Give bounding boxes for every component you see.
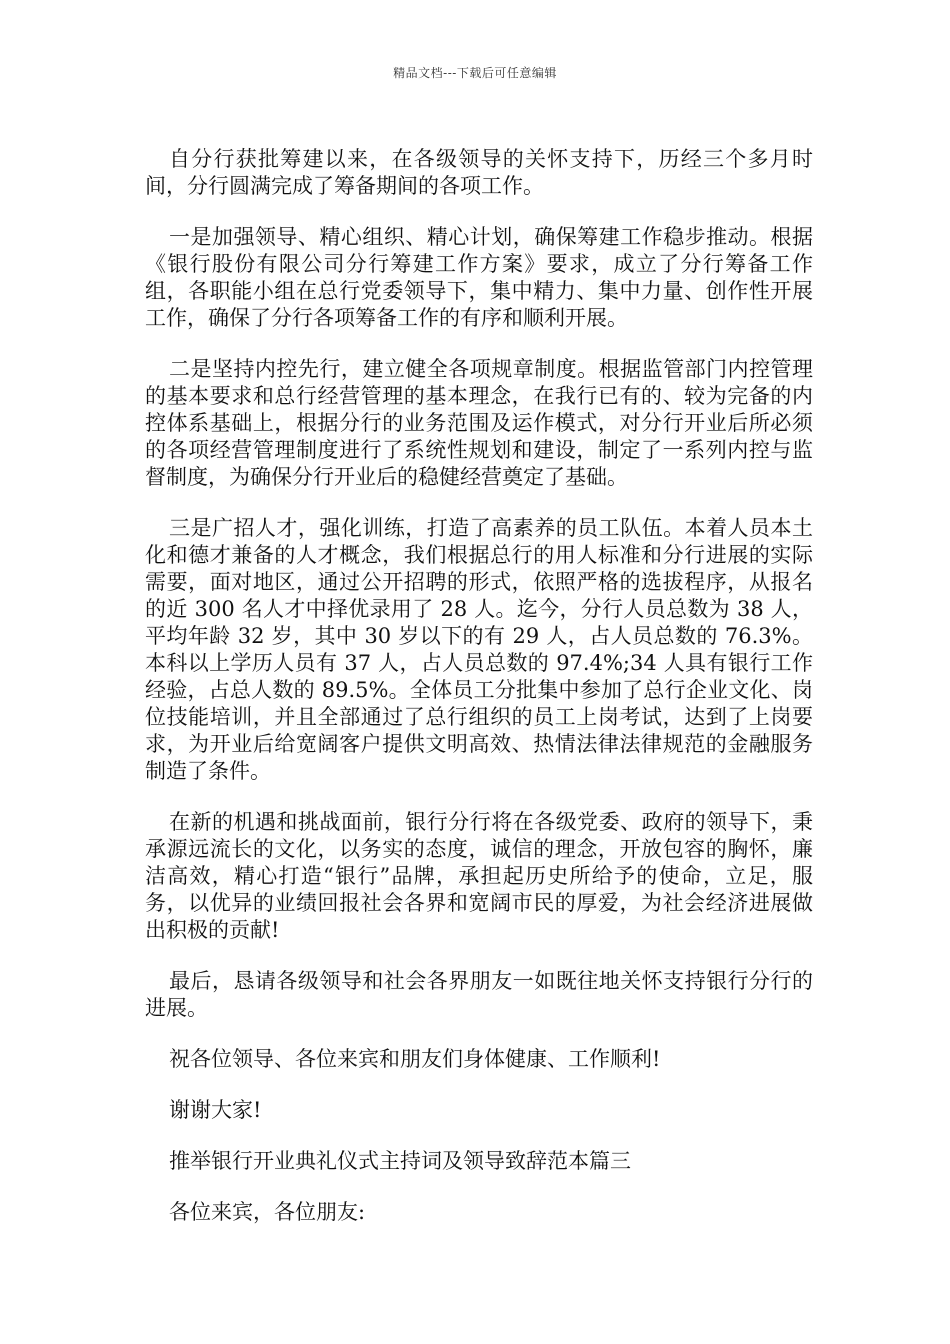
- paragraph-greeting: 各位来宾，各位朋友:: [169, 1200, 366, 1224]
- paragraph-wishes: 祝各位领导、各位来宾和朋友们身体健康、工作顺利!: [169, 1047, 661, 1071]
- paragraph-thanks: 谢谢大家!: [169, 1098, 262, 1122]
- paragraph-leadership: 一是加强领导、精心组织、精心计划，确保筹建工作稳步推动。根据《银行股份有限公司分行筹建工作方案》要求，成立了分行筹备工作组，各职能小组在总行党委领导下，集中精力、集中力量、创作性开展工作，确保了分行各项筹备工作的有序和顺利开展。: [145, 225, 813, 330]
- section-title: 推举银行开业典礼仪式主持词及领导致辞范本篇三: [169, 1149, 631, 1173]
- paragraph-closing-request: 最后，恳请各级领导和社会各界朋友一如既往地关怀支持银行分行的进展。: [145, 969, 813, 1020]
- paragraph-outlook: 在新的机遇和挑战面前，银行分行将在各级党委、政府的领导下，秉承源远流长的文化，以务实的态度，诚信的理念，开放包容的胸怀，廉洁高效，精心打造“银行”品牌，承担起历史所给予的使命，立足，服务，以优异的业绩回报社会各界和宽阔市民的厚爱，为社会经济进展做出积极的贡献!: [145, 810, 813, 942]
- page-header: 精品文档---下载后可任意编辑: [393, 66, 557, 80]
- paragraph-talent: 三是广招人才，强化训练，打造了高素养的员工队伍。本着人员本土化和德才兼备的人才概念，我们根据总行的用人标准和分行进展的实际需要，面对地区，通过公开招聘的形式，依照严格的选拔程序，从报名的近 300 名人才中择优录用了 28 人。迄今，分行人员总数为 38 人，平均年龄 32 岁，其中 30 岁以下的有 29 人，占人员总数的 76.3%。本科以上学历人员有 37 人，占人员总数的 97.4%;34 人具有银行工作经验，占总人数的 89.5%。全体员工分批集中参加了总行企业文化、岗位技能培训，并且全部通过了总行组织的员工上岗考试，达到了上岗要求，为开业后给宽阔客户提供文明高效、热情法律法律规范的金融服务制造了条件。: [145, 516, 813, 783]
- paragraph-internal-control: 二是坚持内控先行，建立健全各项规章制度。根据监管部门内控管理的基本要求和总行经营管理的基本理念，在我行已有的、较为完备的内控体系基础上，根据分行的业务范围及运作模式，对分行开业后所必须的各项经营管理制度进行了系统性规划和建设，制定了一系列内控与监督制度，为确保分行开业后的稳健经营奠定了基础。: [145, 357, 813, 489]
- paragraph-intro: 自分行获批筹建以来，在各级领导的关怀支持下，历经三个多月时间，分行圆满完成了筹备期间的各项工作。: [145, 147, 813, 198]
- document-body: [145, 146, 813, 1250]
